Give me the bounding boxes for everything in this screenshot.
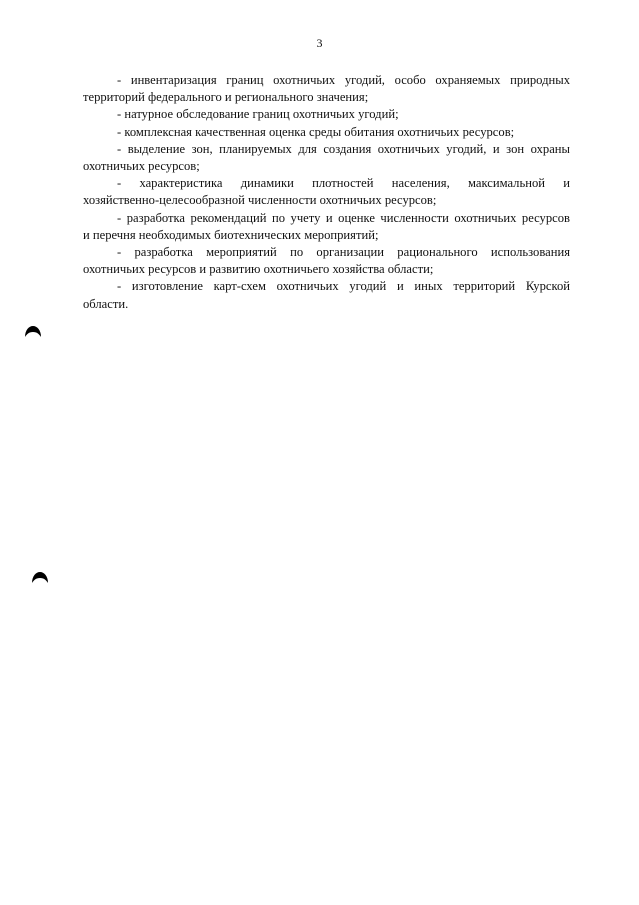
document-body bbox=[83, 72, 570, 313]
list-item-line: - комплексная качественная оценка среды обитания охотничьих ресурсов; bbox=[117, 124, 515, 139]
list-item bbox=[83, 141, 570, 175]
list-item-continuation: территорий федерального и регионального значения; bbox=[83, 90, 369, 105]
list-item-line: - выделение зон, планируемых для создания охотничьих угодий, и зон охраны bbox=[117, 141, 570, 156]
page-number: 3 bbox=[316, 36, 323, 50]
list-item-continuation: и перечня необходимых биотехнических мероприятий; bbox=[83, 227, 379, 242]
list-item-continuation: охотничьих ресурсов; bbox=[83, 159, 200, 174]
list-item-line: - инвентаризация границ охотничьих угодий, особо охраняемых природных bbox=[117, 73, 570, 87]
list-item-line: - характеристика динамики плотностей населения, максимальной и bbox=[117, 176, 570, 191]
list-item bbox=[83, 210, 570, 244]
list-item-line: - разработка рекомендаций по учету и оценке численности охотничьих ресурсов bbox=[117, 210, 570, 225]
list-item bbox=[83, 72, 570, 106]
list-item bbox=[83, 106, 570, 123]
list-item bbox=[83, 278, 570, 312]
list-item-line: - натурное обследование границ охотничьих угодий; bbox=[117, 107, 399, 122]
punch-hole-mark-lower bbox=[31, 571, 49, 584]
list-item bbox=[83, 124, 570, 141]
list-item-continuation: хозяйственно-целесообразной численности охотничьих ресурсов; bbox=[83, 193, 437, 208]
list-item-line: - разработка мероприятий по организации рационального использования bbox=[117, 245, 570, 260]
list-item bbox=[83, 244, 570, 278]
list-item bbox=[83, 175, 570, 209]
punch-hole-mark-upper bbox=[24, 325, 42, 338]
list-item-continuation: охотничьих ресурсов и развитию охотничьего хозяйства области; bbox=[83, 262, 434, 277]
list-item-continuation: области. bbox=[83, 296, 129, 311]
list-item-line: - изготовление карт-схем охотничьих угодий и иных территорий Курской bbox=[117, 279, 570, 294]
